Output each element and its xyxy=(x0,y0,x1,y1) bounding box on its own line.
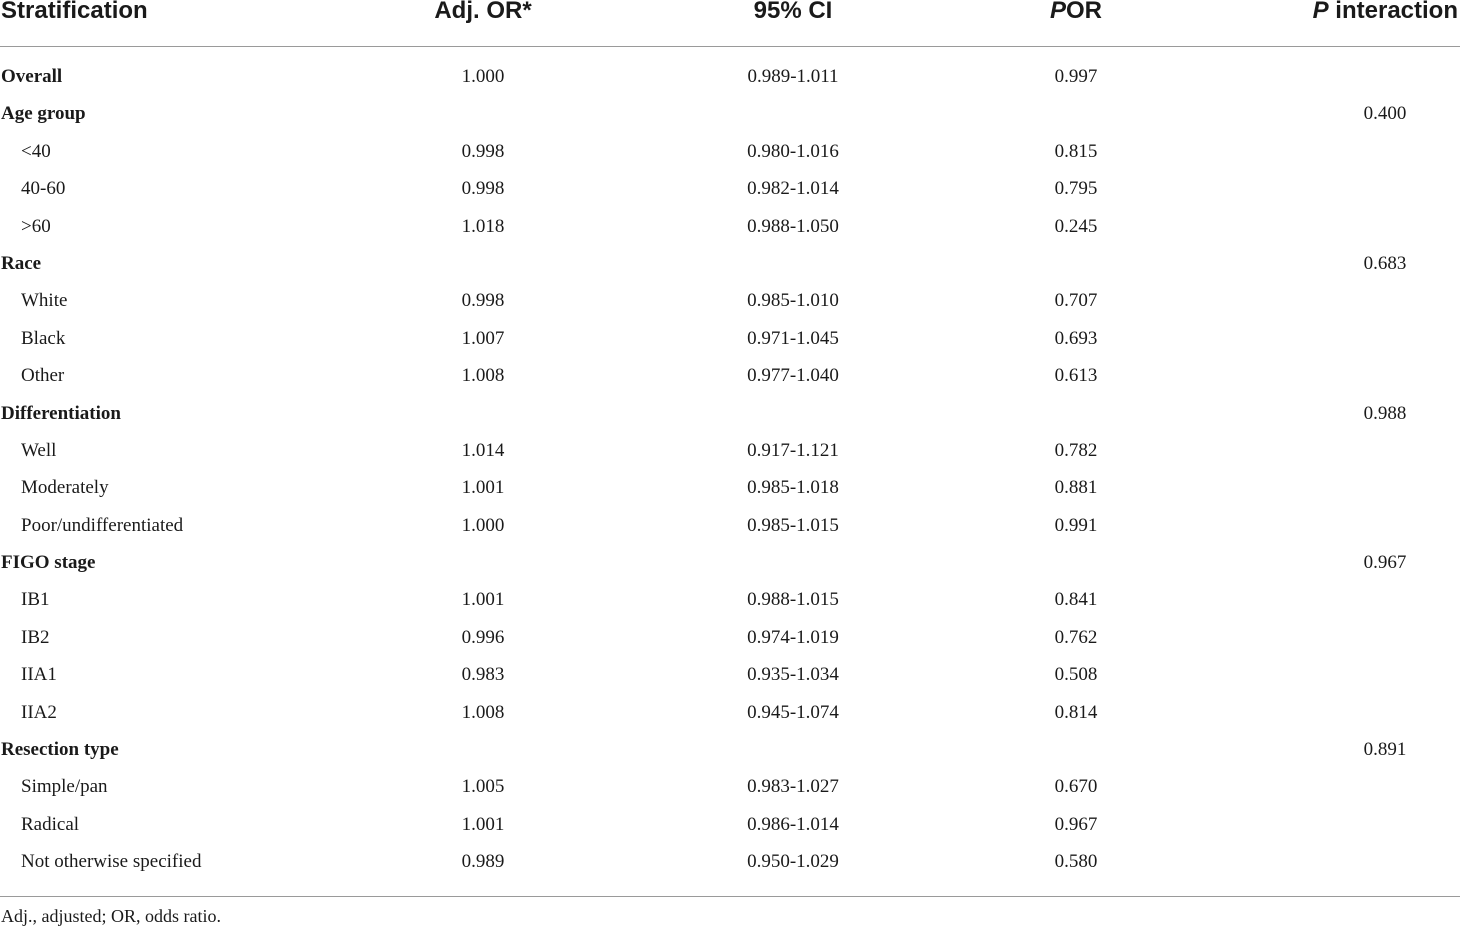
table-group-row xyxy=(0,395,1460,432)
cell-adj-or: 1.008 xyxy=(461,701,505,723)
header-p-interaction xyxy=(1313,0,1458,24)
row-label: Differentiation xyxy=(1,402,121,424)
table-group-row xyxy=(0,544,1460,581)
header-p-int-italic: P xyxy=(1312,0,1329,24)
cell-ci: 0.985-1.015 xyxy=(747,514,839,536)
table-group-row xyxy=(0,58,1460,95)
header-p-or-italic: P xyxy=(1049,0,1066,24)
table-row xyxy=(0,843,1460,880)
cell-p-or: 0.815 xyxy=(1054,140,1098,162)
cell-p-or: 0.841 xyxy=(1054,589,1098,611)
header-p-int-rest: interaction xyxy=(1328,0,1458,24)
cell-ci: 0.985-1.010 xyxy=(747,290,839,312)
table-row xyxy=(0,507,1460,544)
cell-adj-or: 0.998 xyxy=(461,178,505,200)
row-label: Well xyxy=(21,439,57,461)
cell-adj-or: 1.018 xyxy=(461,215,505,237)
row-label: White xyxy=(21,290,68,312)
header-p-or xyxy=(1030,0,1122,24)
cell-p-or: 0.580 xyxy=(1054,851,1098,873)
cell-ci: 0.985-1.018 xyxy=(747,477,839,499)
header-adj-or: Adj. OR* xyxy=(434,0,532,24)
cell-ci: 0.986-1.014 xyxy=(747,813,839,835)
cell-ci: 0.989-1.011 xyxy=(747,66,839,87)
row-label: <40 xyxy=(21,140,51,162)
row-label: Poor/undifferentiated xyxy=(21,514,184,536)
cell-ci: 0.935-1.034 xyxy=(747,664,839,686)
header-p-or-rest: OR xyxy=(1066,0,1102,24)
table-row xyxy=(0,656,1460,693)
cell-ci: 0.980-1.016 xyxy=(747,140,839,162)
table-body xyxy=(0,58,1460,881)
row-label: Overall xyxy=(1,66,63,87)
row-label: FIGO stage xyxy=(1,552,96,574)
row-label: Other xyxy=(21,365,65,387)
row-label: Black xyxy=(21,327,66,349)
cell-ci: 0.974-1.019 xyxy=(747,626,839,648)
cell-adj-or: 0.996 xyxy=(461,626,505,648)
cell-adj-or: 1.014 xyxy=(461,439,505,461)
cell-adj-or: 1.007 xyxy=(461,327,505,349)
table-row xyxy=(0,208,1460,245)
row-label: 40-60 xyxy=(21,178,66,200)
row-label: Simple/pan xyxy=(21,776,108,798)
cell-p-or: 0.707 xyxy=(1054,290,1098,312)
cell-ci: 0.982-1.014 xyxy=(747,178,839,200)
table-row xyxy=(0,694,1460,731)
row-label: Race xyxy=(1,252,42,274)
cell-adj-or: 1.000 xyxy=(461,66,505,87)
cell-adj-or: 1.005 xyxy=(461,776,505,798)
cell-adj-or: 1.008 xyxy=(461,365,505,387)
cell-adj-or: 0.983 xyxy=(461,664,505,686)
table-row xyxy=(0,282,1460,319)
header-stratification: Stratification xyxy=(1,0,148,24)
cell-ci: 0.950-1.029 xyxy=(747,851,839,873)
cell-ci: 0.945-1.074 xyxy=(747,701,839,723)
row-label: IIA2 xyxy=(21,701,57,723)
row-label: Radical xyxy=(21,813,80,835)
table-row xyxy=(0,581,1460,618)
table-row xyxy=(0,133,1460,170)
table-row xyxy=(0,170,1460,207)
cell-adj-or: 0.998 xyxy=(461,290,505,312)
cell-p-interaction: 0.683 xyxy=(1363,252,1407,274)
cell-p-or: 0.670 xyxy=(1054,776,1098,798)
table-group-row xyxy=(0,245,1460,282)
table-row xyxy=(0,357,1460,394)
cell-p-or: 0.762 xyxy=(1054,626,1098,648)
cell-ci: 0.977-1.040 xyxy=(747,365,839,387)
cell-adj-or: 1.001 xyxy=(461,813,505,835)
row-label: Not otherwise specified xyxy=(21,851,202,873)
row-label: Resection type xyxy=(1,739,119,761)
row-label: IB1 xyxy=(21,589,50,611)
table-row xyxy=(0,432,1460,469)
row-label: Age group xyxy=(1,103,86,125)
row-label: >60 xyxy=(21,215,51,237)
table-row xyxy=(0,469,1460,506)
row-label: IIA1 xyxy=(21,664,57,686)
footer-rule xyxy=(0,896,1460,897)
cell-ci: 0.988-1.050 xyxy=(747,215,839,237)
cell-p-or: 0.795 xyxy=(1054,178,1098,200)
cell-adj-or: 0.998 xyxy=(461,140,505,162)
cell-p-or: 0.613 xyxy=(1054,365,1098,387)
table-row xyxy=(0,806,1460,843)
cell-ci: 0.988-1.015 xyxy=(747,589,839,611)
cell-ci: 0.971-1.045 xyxy=(747,327,839,349)
table-header xyxy=(0,0,1460,47)
cell-p-or: 0.814 xyxy=(1054,701,1098,723)
cell-p-or: 0.508 xyxy=(1054,664,1098,686)
cell-adj-or: 1.001 xyxy=(461,589,505,611)
header-ci: 95% CI xyxy=(753,0,833,24)
cell-adj-or: 0.989 xyxy=(461,851,505,873)
cell-ci: 0.917-1.121 xyxy=(747,439,839,461)
cell-p-or: 0.997 xyxy=(1054,66,1098,87)
cell-p-or: 0.881 xyxy=(1054,477,1098,499)
cell-p-interaction: 0.988 xyxy=(1363,402,1407,424)
cell-p-interaction: 0.967 xyxy=(1363,552,1407,574)
row-label: IB2 xyxy=(21,626,50,648)
cell-p-or: 0.967 xyxy=(1054,813,1098,835)
cell-p-interaction: 0.400 xyxy=(1363,103,1407,125)
cell-p-or: 0.245 xyxy=(1054,215,1098,237)
cell-p-or: 0.782 xyxy=(1054,439,1098,461)
table-row xyxy=(0,768,1460,805)
row-label: Moderately xyxy=(21,477,109,499)
cell-p-interaction: 0.891 xyxy=(1363,739,1407,761)
table-row xyxy=(0,619,1460,656)
table-row xyxy=(0,320,1460,357)
cell-p-or: 0.991 xyxy=(1054,514,1098,536)
cell-adj-or: 1.001 xyxy=(461,477,505,499)
table-footnote: Adj., adjusted; OR, odds ratio. xyxy=(1,906,221,926)
cell-ci: 0.983-1.027 xyxy=(747,776,839,798)
table-group-row xyxy=(0,731,1460,768)
cell-adj-or: 1.000 xyxy=(461,514,505,536)
table-group-row xyxy=(0,95,1460,132)
cell-p-or: 0.693 xyxy=(1054,327,1098,349)
